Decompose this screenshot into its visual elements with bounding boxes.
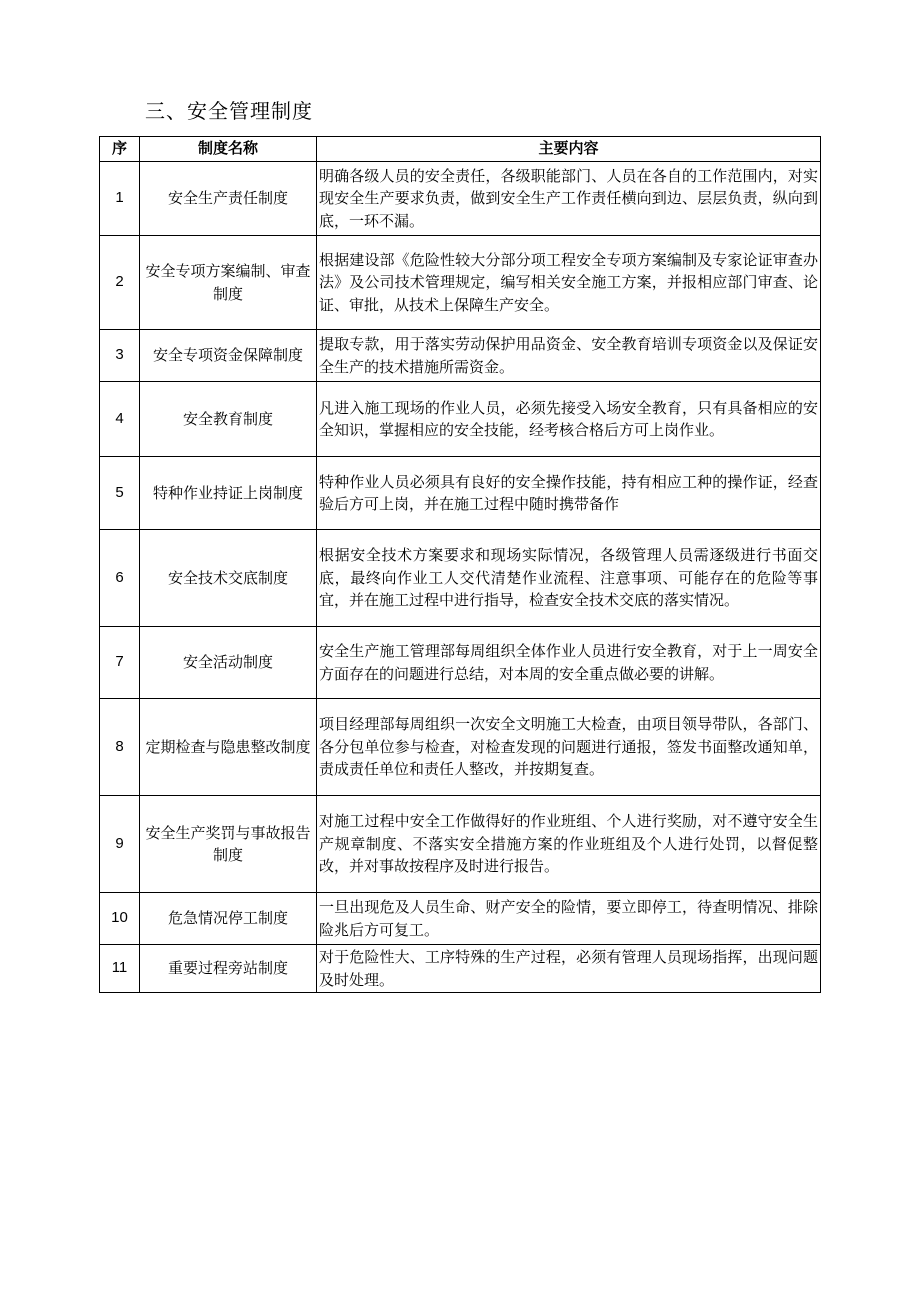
table-row — [100, 627, 821, 699]
row-content: 明确各级人员的安全责任，各级职能部门、人员在各自的工作范围内，对实现安全生产要求负责，做到安全生产工作责任横向到边、层层负责，纵向到底，一环不漏。 — [317, 162, 821, 236]
row-num: 7 — [100, 627, 140, 699]
row-content: 对于危险性大、工序特殊的生产过程，必须有管理人员现场指挥，出现问题及时处理。 — [317, 945, 821, 993]
table-row — [100, 330, 821, 382]
header-name: 制度名称 — [140, 137, 317, 162]
row-name: 危急情况停工制度 — [140, 893, 317, 945]
table-row — [100, 530, 821, 627]
row-num: 11 — [100, 945, 140, 993]
header-num: 序 — [100, 137, 140, 162]
row-name: 安全专项资金保障制度 — [140, 330, 317, 382]
row-name: 定期检查与隐患整改制度 — [140, 699, 317, 796]
row-num: 9 — [100, 796, 140, 893]
row-content: 提取专款，用于落实劳动保护用品资金、安全教育培训专项资金以及保证安全生产的技术措施所需资金。 — [317, 330, 821, 382]
table-row — [100, 893, 821, 945]
row-content: 根据建设部《危险性较大分部分项工程安全专项方案编制及专家论证审查办法》及公司技术管理规定，编写相关安全施工方案，并报相应部门审查、论证、审批，从技术上保障生产安全。 — [317, 236, 821, 330]
header-content: 主要内容 — [317, 137, 821, 162]
section-title: 三、安全管理制度 — [145, 99, 313, 123]
table-row — [100, 162, 821, 236]
table-row — [100, 457, 821, 530]
row-content: 特种作业人员必须具有良好的安全操作技能，持有相应工种的操作证，经查验后方可上岗，并在施工过程中随时携带备作 — [317, 457, 821, 530]
row-name: 安全技术交底制度 — [140, 530, 317, 627]
row-name: 特种作业持证上岗制度 — [140, 457, 317, 530]
row-num: 1 — [100, 162, 140, 236]
row-num: 2 — [100, 236, 140, 330]
row-content: 一旦出现危及人员生命、财产安全的险情，要立即停工，待查明情况、排除险兆后方可复工。 — [317, 893, 821, 945]
table-row — [100, 699, 821, 796]
row-content: 安全生产施工管理部每周组织全体作业人员进行安全教育，对于上一周安全方面存在的问题进行总结，对本周的安全重点做必要的讲解。 — [317, 627, 821, 699]
table-header-row — [100, 137, 821, 162]
table-row — [100, 796, 821, 893]
row-num: 3 — [100, 330, 140, 382]
row-num: 8 — [100, 699, 140, 796]
row-name: 安全专项方案编制、审查制度 — [140, 236, 317, 330]
row-num: 5 — [100, 457, 140, 530]
table-row — [100, 945, 821, 993]
row-num: 6 — [100, 530, 140, 627]
row-content: 对施工过程中安全工作做得好的作业班组、个人进行奖励，对不遵守安全生产规章制度、不落实安全措施方案的作业班组及个人进行处罚，以督促整改，并对事故按程序及时进行报告。 — [317, 796, 821, 893]
row-content: 凡进入施工现场的作业人员，必须先接受入场安全教育，只有具备相应的安全知识，掌握相应的安全技能，经考核合格后方可上岗作业。 — [317, 382, 821, 457]
row-name: 安全活动制度 — [140, 627, 317, 699]
row-num: 4 — [100, 382, 140, 457]
safety-regulations-table — [99, 136, 821, 993]
table-row — [100, 382, 821, 457]
row-name: 安全教育制度 — [140, 382, 317, 457]
row-name: 安全生产奖罚与事故报告制度 — [140, 796, 317, 893]
row-content: 根据安全技术方案要求和现场实际情况，各级管理人员需逐级进行书面交底，最终向作业工人交代清楚作业流程、注意事项、可能存在的危险等事宜，并在施工过程中进行指导，检查安全技术交底的落实情况。 — [317, 530, 821, 627]
row-name: 安全生产责任制度 — [140, 162, 317, 236]
table-row — [100, 236, 821, 330]
row-content: 项目经理部每周组织一次安全文明施工大检查，由项目领导带队，各部门、各分包单位参与检查，对检查发现的问题进行通报，签发书面整改通知单，责成责任单位和责任人整改，并按期复查。 — [317, 699, 821, 796]
row-name: 重要过程旁站制度 — [140, 945, 317, 993]
row-num: 10 — [100, 893, 140, 945]
